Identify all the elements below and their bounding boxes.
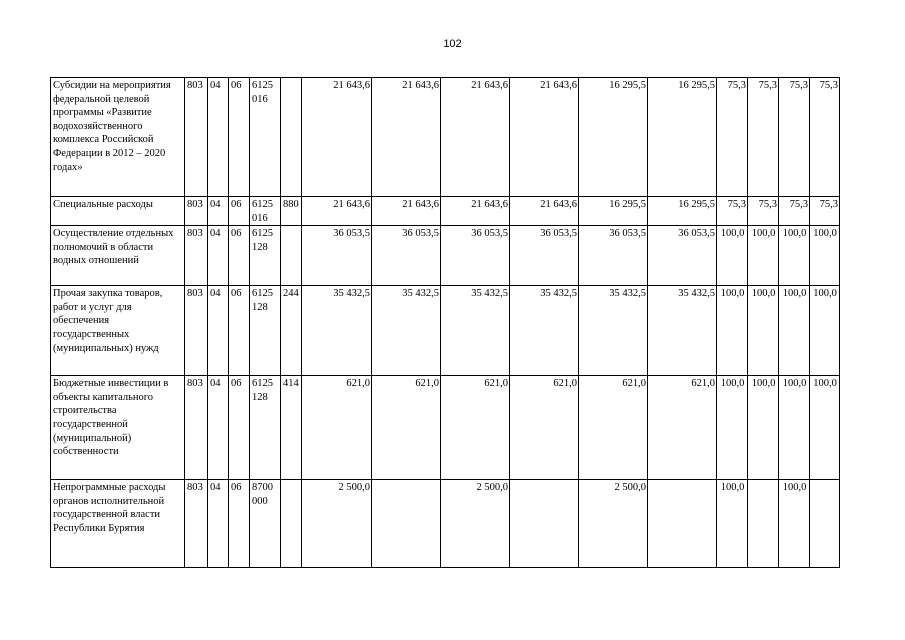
value-3: 21 643,6 <box>441 78 510 197</box>
code-target-article: 6125 016 <box>250 78 281 197</box>
value-5: 2 500,0 <box>579 480 648 568</box>
value-5: 16 295,5 <box>579 78 648 197</box>
value-4: 21 643,6 <box>510 197 579 226</box>
code-ministry: 803 <box>185 197 208 226</box>
percent-1: 100,0 <box>717 226 748 286</box>
code-target-article: 6125 128 <box>250 376 281 480</box>
percent-2: 100,0 <box>748 376 779 480</box>
percent-2: 75,3 <box>748 78 779 197</box>
code-section: 04 <box>208 480 229 568</box>
percent-3: 100,0 <box>779 480 810 568</box>
value-1: 21 643,6 <box>302 197 372 226</box>
value-5: 36 053,5 <box>579 226 648 286</box>
value-2 <box>372 480 441 568</box>
percent-2 <box>748 480 779 568</box>
code-subsection: 06 <box>229 78 250 197</box>
value-1: 621,0 <box>302 376 372 480</box>
table-row <box>51 376 840 480</box>
percent-4: 100,0 <box>810 376 840 480</box>
value-4 <box>510 480 579 568</box>
percent-2: 100,0 <box>748 226 779 286</box>
code-expense-type: 244 <box>281 286 302 376</box>
percent-1: 100,0 <box>717 376 748 480</box>
value-3: 36 053,5 <box>441 226 510 286</box>
table-row <box>51 480 840 568</box>
percent-2: 75,3 <box>748 197 779 226</box>
code-subsection: 06 <box>229 226 250 286</box>
value-4: 21 643,6 <box>510 78 579 197</box>
percent-4: 100,0 <box>810 226 840 286</box>
value-5: 621,0 <box>579 376 648 480</box>
code-ministry: 803 <box>185 226 208 286</box>
page-number: 102 <box>443 38 462 50</box>
value-6 <box>648 480 717 568</box>
code-target-article: 6125 128 <box>250 226 281 286</box>
value-2: 35 432,5 <box>372 286 441 376</box>
row-name: Субсидии на мероприятия федеральной целевой программы «Развитие водохозяйственного комплекса Российской Федерации в 2012 – 2020 годах» <box>51 78 185 197</box>
value-2: 21 643,6 <box>372 78 441 197</box>
table-row <box>51 78 840 197</box>
value-1: 36 053,5 <box>302 226 372 286</box>
value-3: 35 432,5 <box>441 286 510 376</box>
code-expense-type <box>281 226 302 286</box>
code-target-article: 6125 128 <box>250 286 281 376</box>
percent-4 <box>810 480 840 568</box>
percent-3: 100,0 <box>779 226 810 286</box>
percent-3: 75,3 <box>779 197 810 226</box>
table-row <box>51 226 840 286</box>
percent-2: 100,0 <box>748 286 779 376</box>
code-ministry: 803 <box>185 480 208 568</box>
value-6: 35 432,5 <box>648 286 717 376</box>
value-5: 35 432,5 <box>579 286 648 376</box>
value-2: 36 053,5 <box>372 226 441 286</box>
code-subsection: 06 <box>229 197 250 226</box>
percent-1: 100,0 <box>717 286 748 376</box>
value-6: 16 295,5 <box>648 197 717 226</box>
value-3: 21 643,6 <box>441 197 510 226</box>
code-expense-type <box>281 78 302 197</box>
value-6: 16 295,5 <box>648 78 717 197</box>
code-section: 04 <box>208 286 229 376</box>
value-5: 16 295,5 <box>579 197 648 226</box>
value-1: 35 432,5 <box>302 286 372 376</box>
value-2: 621,0 <box>372 376 441 480</box>
row-name: Специальные расходы <box>51 197 185 226</box>
percent-1: 75,3 <box>717 197 748 226</box>
value-3: 621,0 <box>441 376 510 480</box>
percent-4: 75,3 <box>810 197 840 226</box>
code-section: 04 <box>208 197 229 226</box>
percent-4: 100,0 <box>810 286 840 376</box>
code-ministry: 803 <box>185 78 208 197</box>
row-name: Осуществление отдельных полномочий в области водных отношений <box>51 226 185 286</box>
table-row <box>51 286 840 376</box>
code-section: 04 <box>208 78 229 197</box>
code-expense-type <box>281 480 302 568</box>
percent-1: 100,0 <box>717 480 748 568</box>
value-4: 36 053,5 <box>510 226 579 286</box>
row-name: Непрограммные расходы органов исполнительной государственной власти Республики Бурятия <box>51 480 185 568</box>
value-1: 21 643,6 <box>302 78 372 197</box>
code-subsection: 06 <box>229 480 250 568</box>
value-6: 36 053,5 <box>648 226 717 286</box>
value-4: 621,0 <box>510 376 579 480</box>
row-name: Бюджетные инвестиции в объекты капитального строительства государственной (муниципальной) собственности <box>51 376 185 480</box>
percent-3: 100,0 <box>779 286 810 376</box>
code-expense-type: 414 <box>281 376 302 480</box>
value-3: 2 500,0 <box>441 480 510 568</box>
code-target-article: 6125 016 <box>250 197 281 226</box>
value-4: 35 432,5 <box>510 286 579 376</box>
table-row <box>51 197 840 226</box>
code-expense-type: 880 <box>281 197 302 226</box>
value-1: 2 500,0 <box>302 480 372 568</box>
code-ministry: 803 <box>185 376 208 480</box>
code-ministry: 803 <box>185 286 208 376</box>
value-2: 21 643,6 <box>372 197 441 226</box>
percent-4: 75,3 <box>810 78 840 197</box>
code-section: 04 <box>208 376 229 480</box>
budget-table <box>50 77 840 568</box>
code-subsection: 06 <box>229 286 250 376</box>
percent-3: 75,3 <box>779 78 810 197</box>
code-subsection: 06 <box>229 376 250 480</box>
value-6: 621,0 <box>648 376 717 480</box>
percent-3: 100,0 <box>779 376 810 480</box>
percent-1: 75,3 <box>717 78 748 197</box>
code-target-article: 8700 000 <box>250 480 281 568</box>
code-section: 04 <box>208 226 229 286</box>
row-name: Прочая закупка товаров, работ и услуг для обеспечения государственных (муниципальных) нужд <box>51 286 185 376</box>
